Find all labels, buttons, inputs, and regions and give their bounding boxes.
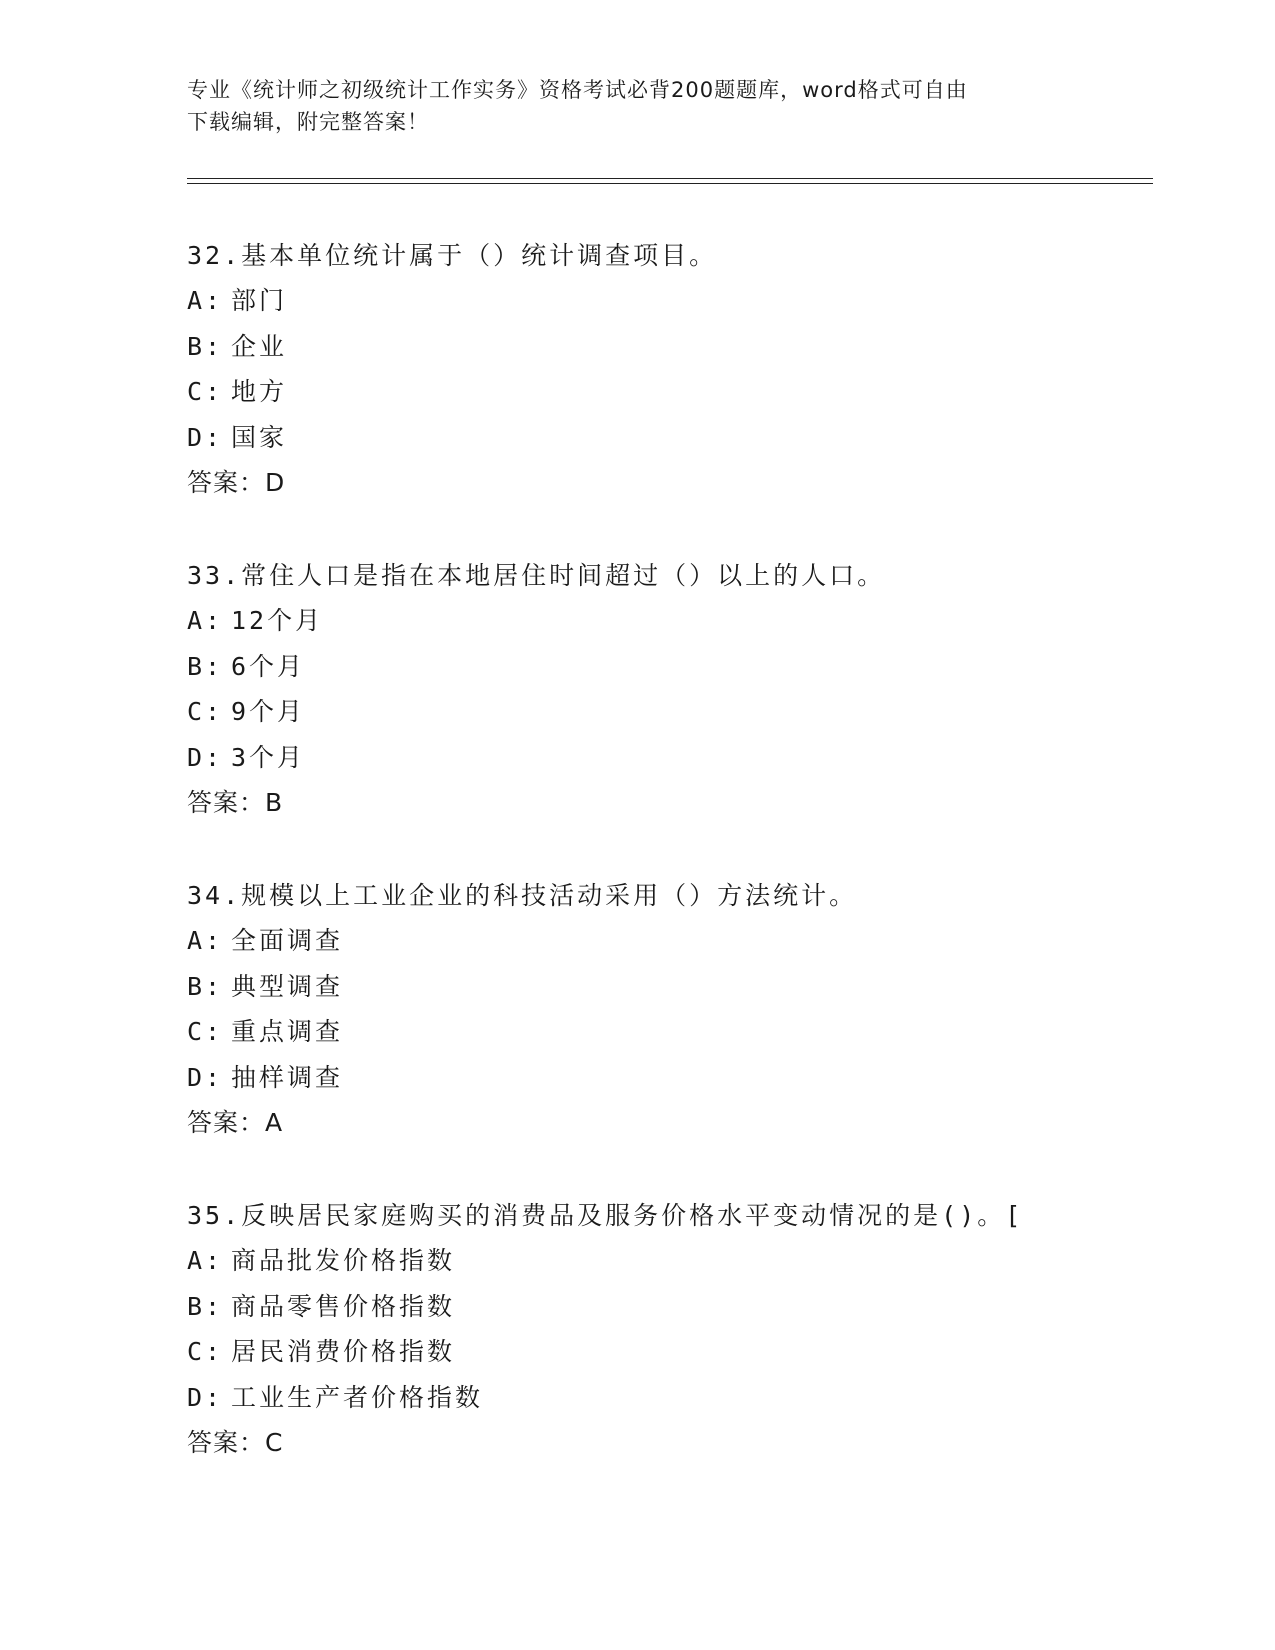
question-title: 32.基本单位统计属于（）统计调查项目。 [187, 241, 718, 270]
option-letter: A: [187, 1246, 224, 1275]
option-letter: C: [187, 1017, 224, 1046]
option-a [187, 278, 1147, 324]
option-letter: B: [187, 331, 224, 361]
answer-line: 答案：A [187, 1108, 284, 1137]
option-letter: C: [187, 697, 224, 726]
answer-line: 答案：C [187, 1428, 284, 1457]
option-d [187, 1375, 1147, 1421]
option-letter: D: [187, 1382, 224, 1412]
option-letter: D: [187, 422, 224, 452]
option-text: 地方 [231, 377, 288, 406]
option-text: 商品零售价格指数 [231, 1291, 456, 1321]
option-d [187, 735, 1147, 781]
option-letter: C: [187, 1337, 224, 1366]
option-letter: B: [187, 1291, 224, 1321]
option-a [187, 1238, 1147, 1284]
option-c [187, 1329, 1147, 1375]
option-c [187, 689, 1147, 735]
option-text: 9个月 [231, 697, 306, 726]
option-text: 部门 [231, 286, 288, 315]
option-c [187, 1009, 1147, 1055]
option-letter: B: [187, 971, 224, 1001]
option-b [187, 1284, 1147, 1330]
option-text: 国家 [231, 422, 288, 452]
option-a [187, 598, 1147, 644]
answer-line: 答案：D [187, 468, 286, 497]
option-letter: A: [187, 286, 224, 315]
question-title: 33.常住人口是指在本地居住时间超过（）以上的人口。 [187, 561, 886, 590]
option-letter: D: [187, 1062, 224, 1092]
option-b [187, 324, 1147, 370]
option-text: 3个月 [231, 742, 306, 772]
header-line-2: 下载编辑，附完整答案！ [187, 110, 429, 134]
question-title: 35.反映居民家庭购买的消费品及服务价格水平变动情况的是()。[ [187, 1201, 1024, 1230]
question-block [187, 873, 1147, 1145]
option-text: 12个月 [231, 606, 324, 635]
option-b [187, 644, 1147, 690]
option-b [187, 964, 1147, 1010]
option-letter: C: [187, 377, 224, 406]
option-text: 6个月 [231, 651, 306, 681]
option-letter: B: [187, 651, 224, 681]
option-a [187, 918, 1147, 964]
question-block [187, 1193, 1147, 1465]
option-text: 商品批发价格指数 [231, 1246, 456, 1275]
option-d [187, 1055, 1147, 1101]
header-divider-top [187, 178, 1153, 179]
option-letter: A: [187, 606, 224, 635]
question-block [187, 553, 1147, 825]
header-divider-bottom [187, 183, 1153, 184]
option-text: 抽样调查 [231, 1062, 344, 1092]
option-text: 工业生产者价格指数 [231, 1382, 484, 1412]
option-letter: D: [187, 742, 224, 772]
header-line-1: 专业《统计师之初级统计工作实务》资格考试必背200题题库，word格式可自由 [187, 78, 968, 102]
question-title: 34.规模以上工业企业的科技活动采用（）方法统计。 [187, 881, 858, 910]
option-c [187, 369, 1147, 415]
option-d [187, 415, 1147, 461]
option-text: 典型调查 [231, 971, 344, 1001]
option-letter: A: [187, 926, 224, 955]
option-text: 重点调查 [231, 1017, 344, 1046]
option-text: 企业 [231, 331, 288, 361]
answer-line: 答案：B [187, 788, 284, 817]
option-text: 居民消费价格指数 [231, 1337, 456, 1366]
question-block [187, 233, 1147, 505]
option-text: 全面调查 [231, 926, 344, 955]
document-header [187, 74, 1087, 138]
